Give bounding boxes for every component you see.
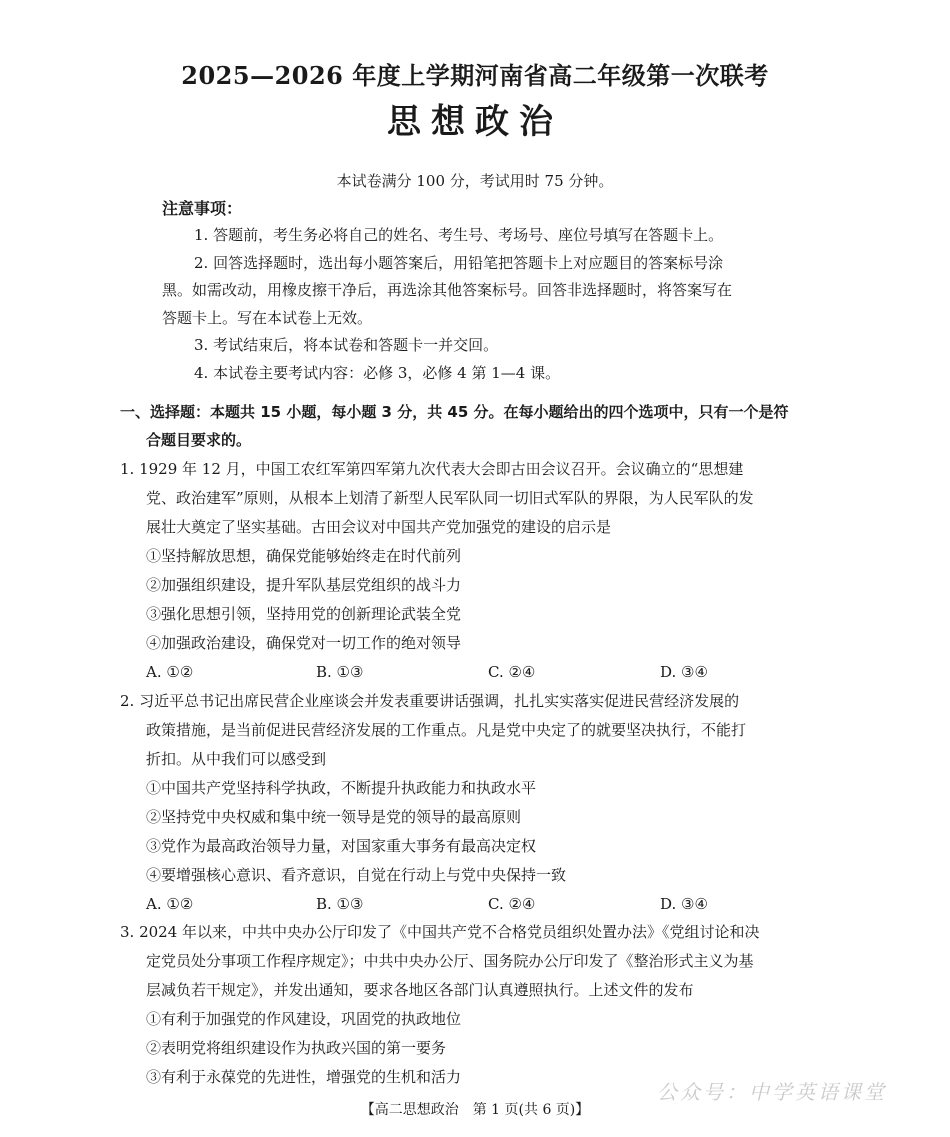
statement-option: ③有利于永葆党的先进性，增强党的生机和活力 — [146, 1068, 462, 1086]
exam-title: 2025—2026 年度上学期河南省高二年级第一次联考 — [181, 61, 769, 90]
note-line: 4. 本试卷主要考试内容：必修 3，必修 4 第 1—4 课。 — [194, 363, 561, 382]
answer-choices — [120, 890, 840, 919]
section-heading-line: 合题目要求的。 — [146, 431, 252, 449]
page-footer: 【高二思想政治 第 1 页(共 6 页)】 — [360, 1102, 590, 1118]
statement-option: ②坚持党中央权威和集中统一领导是党的领导的最高原则 — [146, 808, 522, 826]
statement-option: ②表明党将组织建设作为执政兴国的第一要务 — [146, 1039, 447, 1057]
statement-option: ①坚持解放思想，确保党能够始终走在时代前列 — [146, 547, 462, 565]
statement-option: ①有利于加强党的作风建设，巩固党的执政地位 — [146, 1010, 462, 1028]
statement-option: ③强化思想引领，坚持用党的创新理论武装全党 — [146, 605, 462, 623]
exam-info: 本试卷满分 100 分，考试用时 75 分钟。 — [336, 172, 614, 190]
question-stem-line: 层减负若干规定》，并发出通知，要求各地区各部门认真遵照执行。上述文件的发布 — [146, 981, 694, 999]
choice-a: A. ①② — [146, 663, 194, 681]
question-stem-line: 政策措施，是当前促进民营经济发展的工作重点。凡是党中央定了的就要坚决执行，不能打 — [146, 721, 747, 739]
question-stem-line: 展壮大奠定了坚实基础。古田会议对中国共产党加强党的建设的启示是 — [146, 518, 612, 536]
notes-block — [162, 222, 802, 387]
statement-option: ①中国共产党坚持科学执政，不断提升执政能力和执政水平 — [146, 779, 537, 797]
choice-b: B. ①③ — [316, 663, 364, 681]
statement-option: ④加强政治建设，确保党对一切工作的绝对领导 — [146, 634, 462, 652]
question-stem-line: 3. 2024 年以来，中共中央办公厅印发了《中国共产党不合格党员组织处置办法》《党组讨论和决 — [120, 923, 760, 941]
question-stem-line: 折扣。从中我们可以感受到 — [146, 750, 327, 768]
answer-choices — [120, 658, 840, 687]
subject-title: 思想政治 — [387, 102, 563, 142]
choice-c: C. ②④ — [488, 895, 536, 913]
choice-d: D. ③④ — [660, 895, 708, 913]
note-line: 答题卡上。写在本试卷上无效。 — [162, 308, 373, 327]
question-2 — [120, 687, 840, 919]
question-3 — [120, 918, 840, 1092]
question-stem-line: 党、政治建军”原则，从根本上划清了新型人民军队同一切旧式军队的界限，为人民军队的发 — [146, 489, 754, 507]
question-stem-line: 定党员处分事项工作程序规定》；中共中央办公厅、国务院办公厅印发了《整治形式主义为基 — [146, 952, 754, 970]
question-stem-line: 2. 习近平总书记出席民营企业座谈会并发表重要讲话强调，扎扎实实落实促进民营经济发展的 — [120, 692, 740, 710]
choice-b: B. ①③ — [316, 895, 364, 913]
choice-a: A. ①② — [146, 895, 194, 913]
question-1 — [120, 455, 840, 687]
statement-option: ④要增强核心意识、看齐意识，自觉在行动上与党中央保持一致 — [146, 866, 567, 884]
section-heading-line: 一、选择题：本题共 15 小题，每小题 3 分，共 45 分。在每小题给出的四个选项中，只有一个是符 — [120, 403, 789, 421]
note-line: 2. 回答选择题时，选出每小题答案后，用铅笔把答题卡上对应题目的答案标号涂 — [194, 253, 724, 272]
note-line: 黑。如需改动，用橡皮擦干净后，再选涂其他答案标号。回答非选择题时，将答案写在 — [162, 281, 733, 299]
statement-option: ③党作为最高政治领导力量，对国家重大事务有最高决定权 — [146, 837, 537, 855]
choice-c: C. ②④ — [488, 663, 536, 681]
question-stem-line: 1. 1929 年 12 月，中国工农红军第四军第九次代表大会即古田会议召开。会议确立的“思想建 — [120, 460, 744, 478]
statement-option: ②加强组织建设，提升军队基层党组织的战斗力 — [146, 576, 462, 594]
notes-title: 注意事项： — [162, 199, 243, 218]
note-line: 1. 答题前，考生务必将自己的姓名、考生号、考场号、座位号填写在答题卡上。 — [194, 226, 724, 244]
choice-d: D. ③④ — [660, 663, 708, 681]
watermark: 公众号：中学英语课堂 — [657, 1080, 887, 1104]
section-heading — [120, 398, 840, 454]
note-line: 3. 考试结束后，将本试卷和答题卡一并交回。 — [194, 336, 499, 354]
